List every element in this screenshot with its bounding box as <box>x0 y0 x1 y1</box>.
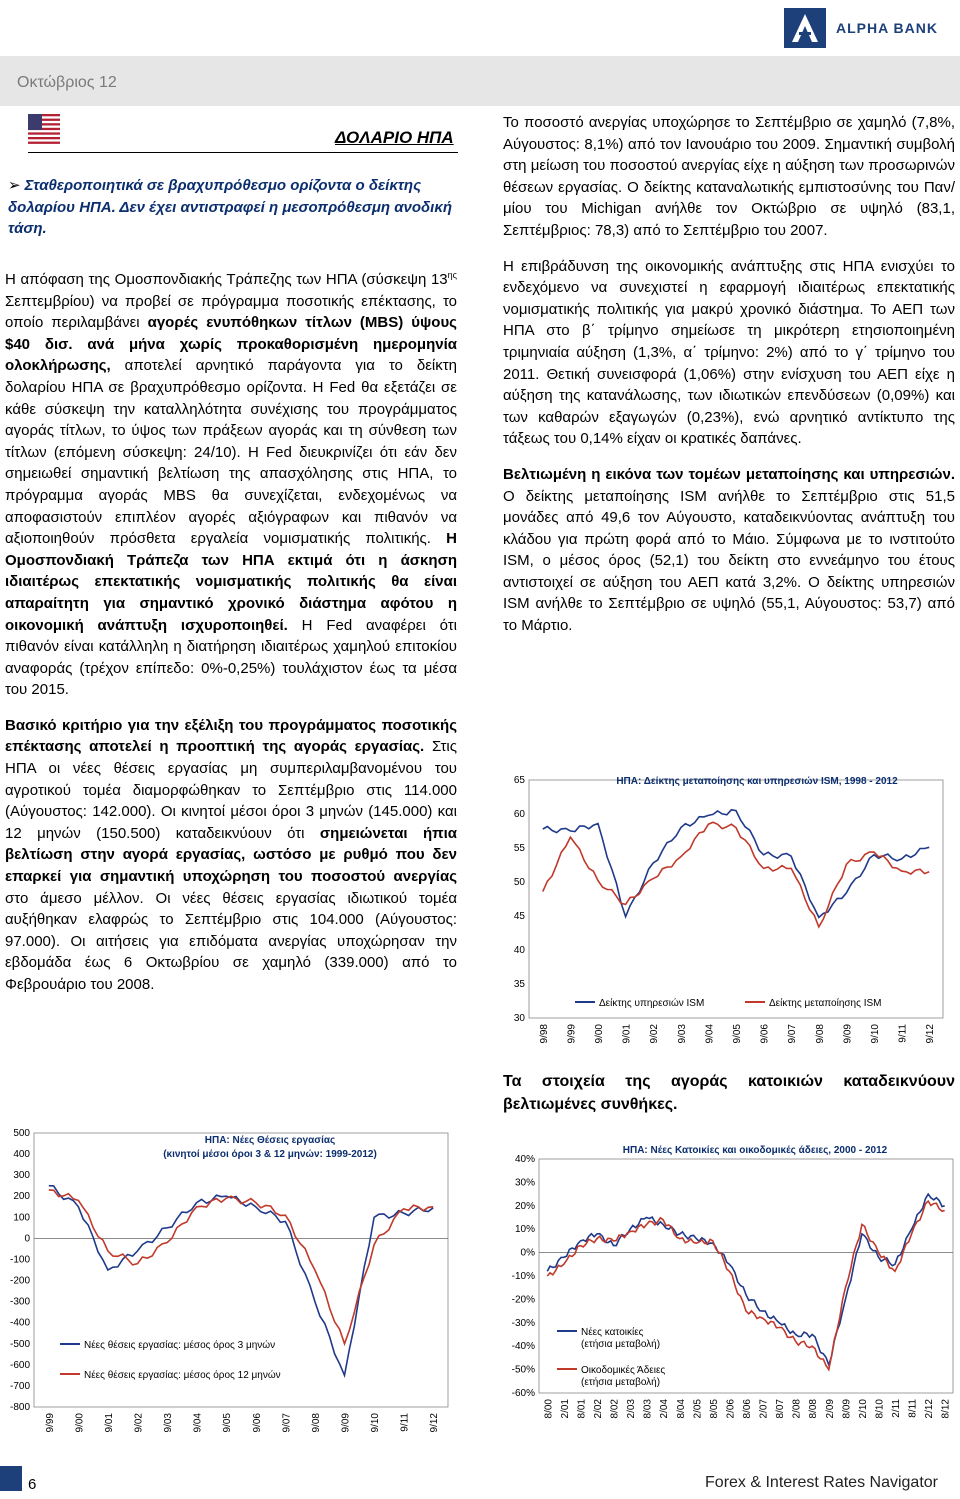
y-tick-label: 200 <box>13 1191 30 1203</box>
housing-chart <box>495 1135 957 1465</box>
x-tick-label: 2/02 <box>592 1399 604 1419</box>
x-tick-label: 9/99 <box>566 1024 578 1044</box>
y-tick-label: 0 <box>24 1233 30 1245</box>
gdp-paragraph: Η επιβράδυνση της οικονομικής ανάπτυξης στις ΗΠΑ ενισχύει το ενδεχόμενο να συνεχιστεί η εφαρμογή ιδιαιτέρως επεκτατικής νομισματικής πολιτικής για μακρύ χρονικό διάστημα. Το ΑΕΠ των ΗΠΑ στο β΄ τρίμηνο σημείωσε τη μικρότερη ετησιοποιημένη τριμηνιαία αύξηση (1,3%, α΄ τρίμηνο: 2%) από το γ΄ τρίμηνο του 2011. Θετική συνεισφορά (1,06%) στην ενίσχυση του ΑΕΠ είχε η αύξηση της κατανάλωσης, των ιδιωτικών επενδύσεων (0,09%) και των καθαρών εξαγωγών (0,23%), ενώ αρνητικό αντίκτυπο της τάξεως του 0,14% είχαν οι κρατικές δαπάνες. <box>503 257 955 448</box>
y-tick-label: 40 <box>513 945 525 956</box>
bullet-text: Σταθεροποιητικά σε βραχυπρόθεσμο ορίζοντα ο δείκτης δολαρίου ΗΠΑ. Δεν έχει αντιστραφεί η μεσοπρόθεσμη ανοδική τάση. <box>8 177 452 238</box>
text-run: Στις ΗΠΑ οι νέες θέσεις εργασίας μη συμπεριλαμβανομένου του αγροτικού τομέα διαμορφώθηκαν το Σεπτέμβριο στις 114.000 (Αύγουστος: 142.000). Οι κινητοί μέσοι όροι 3 μηνών (145.000) και 12 μηνών (150.500) καταδεικνύουν ότι <box>5 738 457 842</box>
x-tick-label: 9/98 <box>538 1024 550 1044</box>
x-tick-label: 9/01 <box>103 1413 115 1433</box>
section-title: ΔΟΛΑΡΙΟ ΗΠΑ <box>335 128 454 147</box>
us-flag-icon <box>28 114 60 144</box>
y-tick-label: 500 <box>13 1128 30 1139</box>
y-tick-label: 40% <box>514 1154 535 1165</box>
y-tick-label: -400 <box>9 1317 30 1329</box>
x-tick-label: 8/01 <box>576 1399 588 1419</box>
y-tick-label: -300 <box>9 1296 30 1308</box>
y-tick-label: -50% <box>511 1364 535 1376</box>
y-tick-label: 400 <box>13 1149 30 1161</box>
x-tick-label: 8/00 <box>543 1399 555 1419</box>
x-tick-label: 9/10 <box>870 1024 881 1044</box>
y-tick-label: -200 <box>9 1275 30 1287</box>
bold-run: Βελτιωμένη η εικόνα των τομέων μεταποίησης και υπηρεσιών. <box>503 465 955 483</box>
bold-run: αγορές ενυπόθηκων τίτλων (MBS) ύψους $40 δισ. ανά μήνα χωρίς προκαθορισμένη ημερομηνία ολοκλήρωσης, <box>5 314 457 375</box>
y-tick-label: 65 <box>513 775 525 786</box>
fed-paragraph <box>5 265 457 701</box>
plot-frame <box>529 780 943 1018</box>
legend-label: Οικοδομικές Άδειες <box>581 1365 666 1376</box>
x-tick-label: 9/06 <box>251 1413 263 1433</box>
bold-run: Τα στοιχεία της αγοράς κατοικιών καταδεικνύουν βελτιωμένες συνθήκες. <box>503 1073 955 1113</box>
y-tick-label: -20% <box>511 1294 535 1306</box>
y-tick-label: 0% <box>520 1247 535 1259</box>
y-tick-label: -60% <box>511 1388 535 1399</box>
x-tick-label: 8/10 <box>874 1399 886 1419</box>
ism-chart <box>495 770 955 1060</box>
x-tick-label: 2/01 <box>559 1399 571 1419</box>
jobs-chart-svg <box>0 1125 460 1465</box>
section-bullet <box>8 175 458 240</box>
legend-label: Νέες θέσεις εργασίας: μέσος όρος 12 μηνών <box>84 1370 281 1381</box>
legend-label: (ετήσια μεταβολή) <box>581 1339 661 1350</box>
chart-title: ΗΠΑ: Δείκτης μεταποίησης και υπηρεσιών ISM, 1998 - 2012 <box>616 776 898 787</box>
x-tick-label: 8/04 <box>675 1399 687 1419</box>
x-tick-label: 2/07 <box>758 1399 770 1419</box>
right-column <box>503 112 955 651</box>
x-tick-label: 9/06 <box>759 1024 771 1044</box>
x-tick-label: 2/05 <box>692 1399 704 1419</box>
y-tick-label: 35 <box>513 979 525 990</box>
y-tick-label: 60 <box>513 809 525 820</box>
x-tick-label: 9/09 <box>340 1413 352 1433</box>
y-tick-label: 30% <box>514 1177 535 1189</box>
x-tick-label: 8/05 <box>708 1399 720 1419</box>
x-tick-label: 2/11 <box>891 1399 903 1418</box>
footer-title: Forex & Interest Rates Navigator <box>705 1474 938 1491</box>
bold-run: Η Ομοσπονδιακή Τράπεζα των ΗΠΑ εκτιμά ότι η άσκηση ιδιαιτέρως επεκτατικής νομισματικής πολιτικής θα είναι απαραίτητη για σημαντικό χρονικό διάστημα αφότου η οικονομική ανάπτυξη ισχυροποιηθεί. <box>5 530 457 634</box>
legend-label: Δείκτης μεταποίησης ISM <box>769 998 882 1009</box>
series-line-1 <box>543 810 929 918</box>
x-tick-label: 8/12 <box>940 1399 952 1419</box>
jobs-chart <box>0 1125 460 1465</box>
left-column <box>5 265 457 1010</box>
housing-heading <box>503 1070 955 1116</box>
legend-label: Νέες θέσεις εργασίας: μέσος όρος 3 μηνών <box>84 1340 276 1351</box>
y-tick-label: -500 <box>9 1338 30 1350</box>
text-run: Ο δείκτης μεταποίησης ISM ανήλθε το Σεπτέμβριο στις 51,5 μονάδες από 49,6 τον Αύγουστο, καταδεικνύοντας ανάπτυξη του κλάδου για πρώτη φορά από το Μάιο. Σύμφωνα με το ινστιτούτο ISM, ο μέσος όρος (52,1) του δείκτη στο εννεάμηνο του έτους αντιστοιχεί σε αύξηση του ΑΕΠ κατά 3,2%. Ο δείκτης υπηρεσιών ISM ανήλθε το Σεπτέμβριο σε υψηλό (55,1, Αύγουστος: 53,7) από το Μάρτιο. <box>503 487 955 635</box>
y-tick-label: -10% <box>511 1271 535 1282</box>
legend-label: Δείκτης υπηρεσιών ISM <box>599 998 705 1009</box>
y-tick-label: 50 <box>513 877 525 888</box>
y-tick-label: -800 <box>9 1402 30 1413</box>
labor-paragraph <box>5 715 457 996</box>
text-run: Σεπτεμβρίου) να προβεί σε πρόγραμμα ποσοτικής επέκτασης, το οποίο περιλαμβάνει <box>5 292 457 332</box>
x-tick-label: 8/03 <box>642 1399 654 1419</box>
unemployment-paragraph: Το ποσοστό ανεργίας υποχώρησε το Σεπτέμβριο σε χαμηλό (7,8%, Αύγουστος: 8,1%) από τον Ιανουάριο του 2009. Σημαντική συμβολή στη μείωση του ποσοστού ανεργίας είχε η αύξηση των προσωρινών θέσεων εργασίας. Ο δείκτης καταναλωτικής εμπιστοσύνης του Παν/μίου του Michigan ανήλθε τον Οκτώβριο σε υψηλό (83,1, Σεπτέμβριος: 78,3) από το Σεπτέμβριο του 2007. <box>503 114 955 239</box>
superscript: ης <box>447 270 457 280</box>
x-tick-label: 9/05 <box>732 1024 743 1044</box>
x-tick-label: 9/08 <box>310 1413 322 1433</box>
plot-frame <box>539 1159 953 1393</box>
y-tick-label: -600 <box>9 1359 30 1371</box>
housing-chart-svg <box>495 1135 957 1465</box>
x-tick-label: 9/08 <box>814 1024 826 1044</box>
x-tick-label: 9/01 <box>621 1024 633 1044</box>
x-tick-label: 8/11 <box>907 1399 919 1418</box>
ism-chart-svg <box>495 770 955 1060</box>
x-tick-label: 9/02 <box>649 1024 661 1044</box>
y-tick-label: 20% <box>514 1200 535 1212</box>
x-tick-label: 9/07 <box>281 1413 293 1433</box>
ism-paragraph <box>503 464 955 637</box>
x-tick-label: 9/03 <box>163 1413 175 1433</box>
plot-frame <box>34 1133 448 1407</box>
y-tick-label: -30% <box>511 1317 535 1329</box>
chart-subtitle: (κινητοί μέσοι όροι 3 & 12 μηνών: 1999-2012) <box>163 1149 377 1160</box>
x-tick-label: 9/00 <box>594 1024 605 1044</box>
x-tick-label: 2/08 <box>791 1399 803 1419</box>
chart-title: ΗΠΑ: Νέες Κατοικίες και οικοδομικές άδειες, 2000 - 2012 <box>622 1145 888 1156</box>
text-run: αποτελεί αρνητικό παράγοντα για το δείκτη δολαρίου ΗΠΑ σε βραχυπρόθεσμο ορίζοντα. Η Fed θα εξετάζει σε κάθε σύσκεψη την καταλληλότητα συνέχισης του προγράμματος αγοράς τίτλων, το ύψος των πράξεων αγοράς και τη σύνθεση των τίτλων (επόμενη σύσκεψη: 24/10). Η Fed διευκρινίζει ότι εάν δεν σημειωθεί σημαντική βελτίωση της απασχόλησης στις ΗΠΑ, το πρόγραμμα αγοράς MBS θα συνεχίζεται, ενδεχομένως να αποφασιστούν επιπλέον αγορές αξιόγραφων και πιθανόν να αξιοποιηθούν πρόσθετα εργαλεία νομισματικής πολιτικής. <box>5 357 457 548</box>
x-tick-label: 9/12 <box>429 1413 441 1433</box>
x-tick-label: 9/03 <box>676 1024 688 1044</box>
arrow-bullet-icon: ➢ <box>8 177 21 194</box>
page-number: 6 <box>28 1476 37 1493</box>
y-tick-label: 300 <box>13 1170 30 1182</box>
x-tick-label: 2/04 <box>659 1399 671 1419</box>
x-tick-label: 9/12 <box>925 1024 937 1044</box>
x-tick-label: 9/11 <box>897 1024 909 1043</box>
x-tick-label: 9/07 <box>787 1024 799 1044</box>
x-tick-label: 2/09 <box>824 1399 836 1419</box>
x-tick-label: 9/99 <box>44 1413 56 1433</box>
x-tick-label: 2/06 <box>725 1399 737 1419</box>
x-tick-label: 8/02 <box>609 1399 621 1419</box>
legend-label: (ετήσια μεταβολή) <box>581 1377 661 1388</box>
x-tick-label: 9/02 <box>133 1413 145 1433</box>
series-line-2 <box>543 822 929 927</box>
y-tick-label: 55 <box>513 843 525 854</box>
chart-title: ΗΠΑ: Νέες Θέσεις εργασίας <box>204 1135 336 1146</box>
legend-label: Νέες κατοικίες <box>581 1327 644 1338</box>
text-run: στο άμεσο μέλλον. Οι νέες θέσεις εργασίας ιδιωτικού τομέα αυξήθηκαν ελαφρώς το Σεπτέμβριο στις 104.000 (Αύγουστος: 97.000). Οι αιτήσεις για επιδόματα ανεργίας υποχώρησαν την εβδομάδα έως 6 Οκτωβρίου σε χαμηλό (339.000) από το Φεβρουάριο του 2008. <box>5 889 457 993</box>
x-tick-label: 8/08 <box>808 1399 820 1419</box>
x-tick-label: 9/04 <box>704 1024 716 1044</box>
y-tick-label: 100 <box>13 1212 30 1224</box>
header-band <box>0 56 960 106</box>
x-tick-label: 9/05 <box>222 1413 234 1433</box>
x-tick-label: 2/12 <box>924 1399 936 1419</box>
x-tick-label: 9/00 <box>74 1413 86 1433</box>
footer-accent <box>0 1466 22 1491</box>
x-tick-label: 9/04 <box>192 1413 204 1433</box>
y-tick-label: 30 <box>513 1013 525 1024</box>
x-tick-label: 9/09 <box>842 1024 854 1044</box>
bold-run: σημειώνεται ήπια βελτίωση στην αγορά εργασίας, ωστόσο με ρυθμό που δεν επαρκεί για σημαντική υποχώρηση του ποσοστού ανεργίας <box>5 824 457 886</box>
text-run: Η Fed αναφέρει ότι πιθανόν είναι κατάλληλη η διατήρηση ιδιαιτέρως χαμηλού επιτοκίου αναφοράς (τρέχον επίπεδο: 0%-0,25%) τουλάχιστον έως τα μέσα του 2015. <box>5 616 457 699</box>
y-tick-label: -700 <box>9 1380 30 1392</box>
text-run: Η απόφαση της Ομοσπονδιακής Τράπεζης των ΗΠΑ (σύσκεψη 13 <box>5 271 448 288</box>
x-tick-label: 2/10 <box>857 1399 869 1419</box>
bold-run: Βασικό κριτήριο για την εξέλιξη του προγράμματος ποσοτικής επέκτασης αποτελεί η προοπτική της αγοράς εργασίας. <box>5 716 457 756</box>
brand-name: ALPHA BANK <box>835 20 938 36</box>
x-tick-label: 8/07 <box>775 1399 787 1419</box>
x-tick-label: 8/09 <box>841 1399 853 1419</box>
x-tick-label: 2/03 <box>626 1399 638 1419</box>
alpha-bank-mark-icon <box>784 8 826 48</box>
section-divider <box>28 152 458 153</box>
y-tick-label: 10% <box>514 1224 535 1236</box>
y-tick-label: -40% <box>511 1341 535 1353</box>
x-tick-label: 8/06 <box>742 1399 753 1419</box>
x-tick-label: 9/10 <box>370 1413 382 1433</box>
x-tick-label: 9/11 <box>399 1413 411 1432</box>
y-tick-label: -100 <box>9 1254 30 1266</box>
alpha-bank-logo <box>784 8 938 48</box>
y-tick-label: 45 <box>513 911 525 922</box>
report-date: Οκτώβριος 12 <box>17 74 117 91</box>
